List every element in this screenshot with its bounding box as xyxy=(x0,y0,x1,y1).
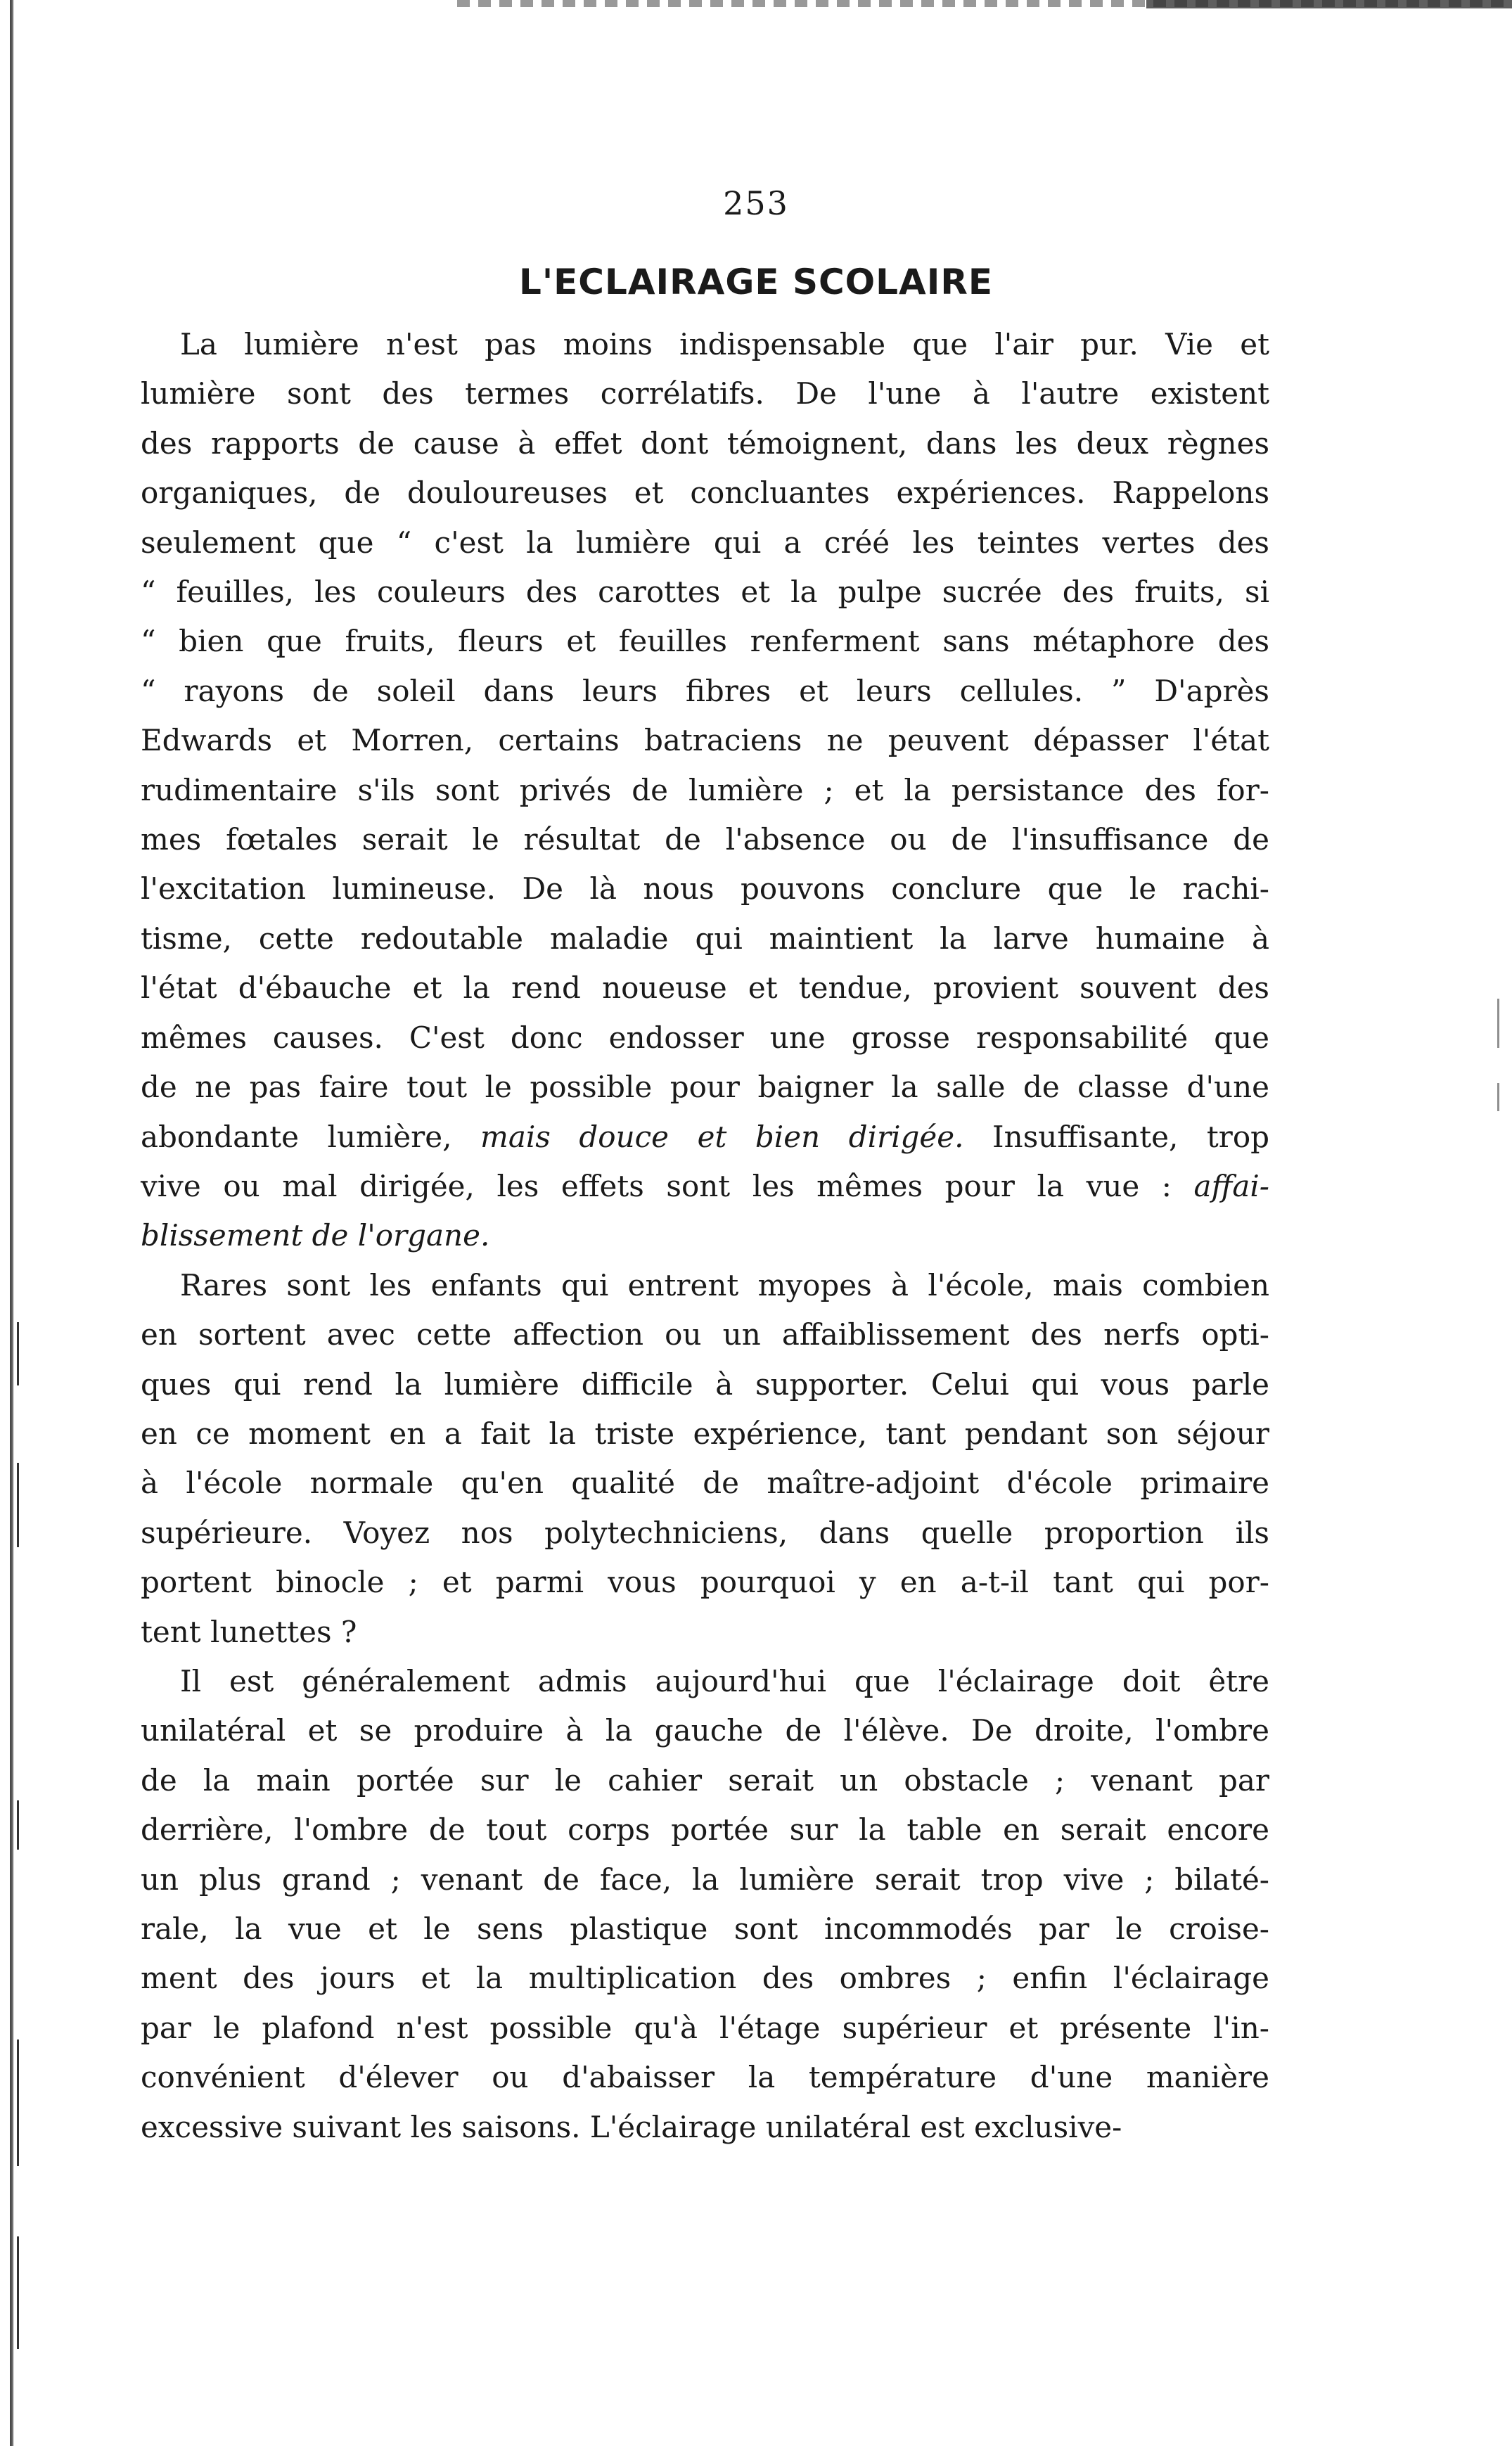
text-segment: de la main portée sur le cahier serait un obstacle ; venant par xyxy=(141,1762,1269,1798)
text-segment: La lumière n'est pas moins indispensable que l'air pur. Vie et xyxy=(180,327,1269,361)
text-segment: supérieure. Voyez nos polytechniciens, dans quelle proportion ils xyxy=(141,1515,1269,1550)
text-line xyxy=(141,766,1269,815)
text-line xyxy=(141,1904,1269,1954)
text-line xyxy=(141,667,1269,716)
text-segment: mes fœtales serait le résultat de l'absence ou de l'insuffisance de xyxy=(141,822,1269,857)
text-line xyxy=(141,617,1269,666)
body-text xyxy=(141,320,1269,2152)
text-line xyxy=(141,1706,1269,1755)
text-line xyxy=(141,2103,1269,2152)
paragraph xyxy=(141,1261,1269,1657)
scan-mark xyxy=(17,2236,19,2349)
text-line xyxy=(141,1360,1269,1409)
italic-text: blissement de l'organe. xyxy=(141,1218,490,1253)
text-line xyxy=(141,1063,1269,1112)
text-line xyxy=(141,568,1269,617)
paragraph xyxy=(141,320,1269,1261)
paragraph xyxy=(141,1657,1269,2152)
text-line xyxy=(141,716,1269,765)
text-segment: l'excitation lumineuse. De là nous pouvons conclure que le rachi- xyxy=(141,871,1269,907)
text-line xyxy=(141,1855,1269,1904)
text-segment: mêmes causes. C'est donc endosser une grosse responsabilité que xyxy=(141,1020,1269,1055)
text-segment: portent binocle ; et parmi vous pourquoi y en a-t-il tant qui por- xyxy=(141,1565,1269,1600)
text-line xyxy=(141,2004,1269,2053)
scan-mark xyxy=(17,2040,19,2166)
text-line xyxy=(141,1409,1269,1459)
text-line xyxy=(141,1608,1269,1657)
text-segment: convénient d'élever ou d'abaisser la température d'une manière xyxy=(141,2060,1269,2095)
text-line xyxy=(141,369,1269,418)
text-line xyxy=(141,1261,1269,1310)
text-segment: ment des jours et la multiplication des ombres ; enfin l'éclairage xyxy=(141,1961,1269,1996)
text-segment: lumière sont des termes corrélatifs. De l'une à l'autre existent xyxy=(141,376,1269,411)
text-line xyxy=(141,518,1269,568)
text-segment: l'état d'ébauche et la rend noueuse et tendue, provient souvent des xyxy=(141,971,1269,1006)
text-segment: de ne pas faire tout le possible pour baigner la salle de classe d'une xyxy=(141,1070,1269,1105)
scan-mark xyxy=(17,1800,19,1850)
text-segment: “ feuilles, les couleurs des carottes et la pulpe sucrée des fruits, si xyxy=(141,575,1269,610)
text-segment: tent lunettes ? xyxy=(141,1614,357,1649)
text-line xyxy=(141,1459,1269,1508)
text-segment: tisme, cette redoutable maladie qui maintient la larve humaine à xyxy=(141,921,1269,956)
text-segment: abondante lumière, xyxy=(141,1119,480,1154)
text-line xyxy=(141,320,1269,369)
scan-edge-top-dark xyxy=(1146,0,1512,8)
scan-mark xyxy=(1497,999,1499,1048)
scan-mark xyxy=(17,1463,19,1547)
italic-text: mais douce et bien dirigée. xyxy=(480,1119,964,1154)
text-segment: Edwards et Morren, certains batraciens ne peuvent dépasser l'état xyxy=(141,723,1269,758)
text-line xyxy=(141,419,1269,468)
text-segment: un plus grand ; venant de face, la lumière serait trop vive ; bilaté- xyxy=(141,1862,1269,1897)
text-line xyxy=(141,914,1269,963)
text-segment: par le plafond n'est possible qu'à l'étage supérieur et présente l'in- xyxy=(141,2010,1269,2045)
text-segment: des rapports de cause à effet dont témoignent, dans les deux règnes xyxy=(141,425,1269,461)
text-segment: rale, la vue et le sens plastique sont incommodés par le croise- xyxy=(141,1912,1269,1946)
text-line xyxy=(141,2053,1269,2102)
text-line xyxy=(141,963,1269,1013)
text-line xyxy=(141,1954,1269,2003)
page-title: L'ECLAIRAGE SCOLAIRE xyxy=(518,262,993,302)
text-line xyxy=(141,815,1269,864)
text-segment: unilatéral et se produire à la gauche de l'élève. De droite, l'ombre xyxy=(141,1713,1269,1748)
scan-edge-left xyxy=(10,0,14,2446)
text-segment: seulement que “ c'est la lumière qui a créé les teintes vertes des xyxy=(141,525,1269,560)
text-segment: ques qui rend la lumière difficile à supporter. Celui qui vous parle xyxy=(141,1366,1269,1402)
text-segment: Insuffisante, trop xyxy=(963,1119,1269,1154)
text-line xyxy=(141,1805,1269,1855)
text-segment: à l'école normale qu'en qualité de maître-adjoint d'école primaire xyxy=(141,1466,1269,1501)
text-line xyxy=(141,468,1269,518)
scan-mark xyxy=(17,1322,19,1385)
text-line xyxy=(141,1211,1269,1260)
text-line xyxy=(141,1113,1269,1162)
text-segment: rudimentaire s'ils sont privés de lumière ; et la persistance des for- xyxy=(141,772,1269,807)
text-line xyxy=(141,1657,1269,1706)
text-line xyxy=(141,864,1269,914)
text-segment: en sortent avec cette affection ou un affaiblissement des nerfs opti- xyxy=(141,1317,1269,1352)
text-segment: excessive suivant les saisons. L'éclairage unilatéral est exclusive- xyxy=(141,2109,1122,2144)
text-line xyxy=(141,1558,1269,1607)
text-segment: “ bien que fruits, fleurs et feuilles renferment sans métaphore des xyxy=(141,624,1269,659)
text-line xyxy=(141,1509,1269,1558)
text-line xyxy=(141,1310,1269,1359)
text-segment: Il est généralement admis aujourd'hui que l'éclairage doit être xyxy=(180,1663,1269,1698)
text-segment: organiques, de douloureuses et concluantes expériences. Rappelons xyxy=(141,475,1269,511)
text-segment: en ce moment en a fait la triste expérience, tant pendant son séjour xyxy=(141,1416,1269,1451)
text-segment: Rares sont les enfants qui entrent myopes à l'école, mais combien xyxy=(180,1267,1269,1302)
text-line xyxy=(141,1756,1269,1805)
italic-text: affai- xyxy=(1193,1168,1269,1203)
text-segment: vive ou mal dirigée, les effets sont les mêmes pour la vue : xyxy=(141,1168,1194,1203)
text-segment: “ rayons de soleil dans leurs fibres et leurs cellules. ” D'après xyxy=(141,673,1269,708)
page-number: 253 xyxy=(723,184,789,222)
text-segment: derrière, l'ombre de tout corps portée sur la table en serait encore xyxy=(141,1812,1269,1848)
text-line xyxy=(141,1013,1269,1063)
scan-mark xyxy=(1497,1083,1499,1111)
text-line xyxy=(141,1162,1269,1211)
